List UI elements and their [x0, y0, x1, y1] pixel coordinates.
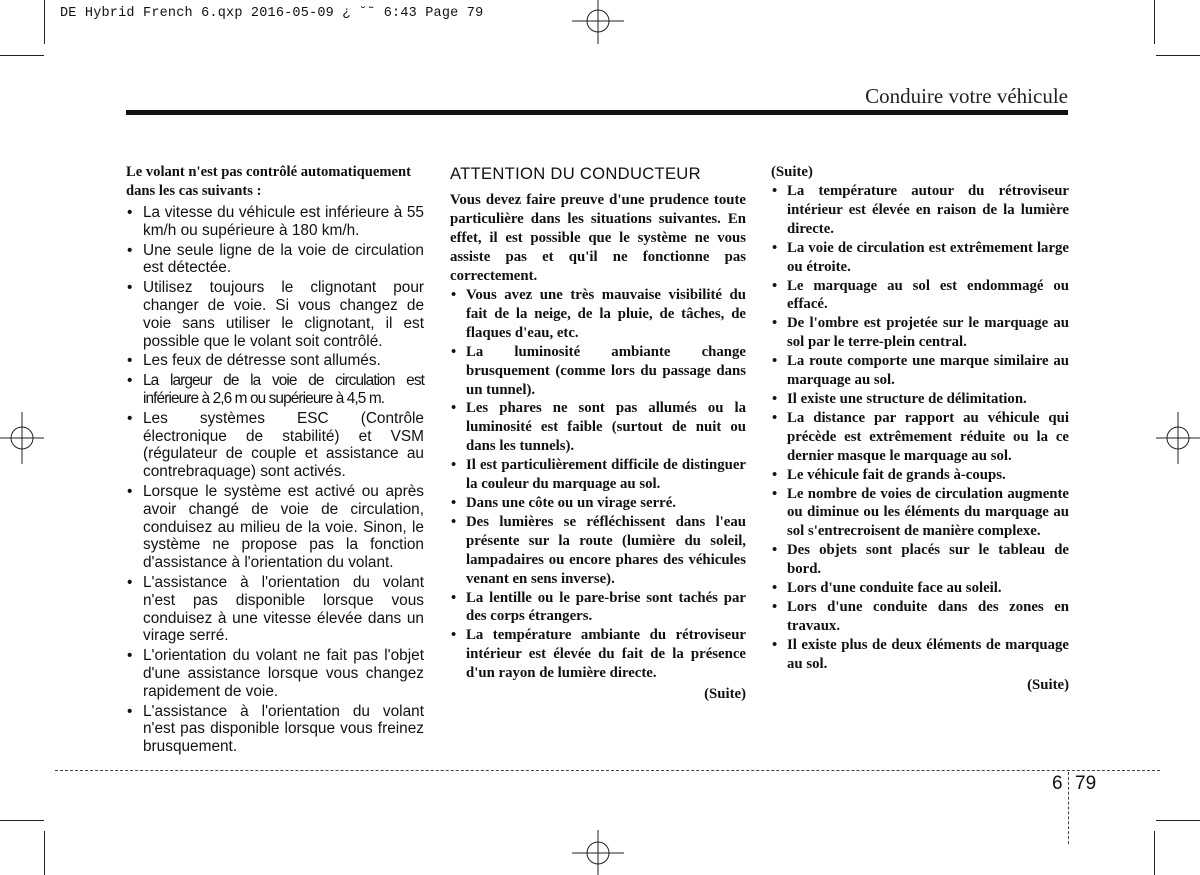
list-item [771, 485, 1069, 542]
list-item-text: La voie de circulation est extrêmement large ou étroite. [787, 239, 1069, 275]
bullet-icon: • [127, 702, 133, 720]
page-number: 79 [1075, 773, 1097, 794]
list-item [126, 204, 424, 240]
col2-intro: Vous devez faire preuve d'une prudence toute particulière dans les situations suivantes. En effet, il est possible que le système ne vous assiste pas et qu'il ne fonctionne pas correctement. [450, 192, 746, 284]
list-item [771, 598, 1069, 636]
bullet-icon: • [772, 390, 778, 407]
bullet-icon: • [772, 580, 778, 597]
bullet-icon: • [451, 627, 457, 644]
footer-rule [55, 770, 1160, 771]
list-item [126, 372, 424, 408]
list-item-text: La vitesse du véhicule est inférieure à 55 km/h ou supérieure à 180 km/h. [143, 204, 424, 239]
list-item-text: Le marquage au sol est endommagé ou effacé. [787, 277, 1069, 313]
bullet-icon: • [772, 466, 778, 483]
list-item-text: Lorsque le système est activé ou après avoir changé de voie de circulation, conduisez au milieu de la voie. Sinon, le système ne propose pas la fonction d'assistance à l'orientation du volant. [143, 482, 424, 572]
list-item-text: Les systèmes ESC (Contrôle électronique de stabilité) et VSM (régulateur de couple et assistance au contrebraquage) sont activés. [143, 409, 424, 481]
bullet-icon: • [772, 598, 778, 615]
list-item [126, 242, 424, 278]
list-item-text: La distance par rapport au véhicule qui précède est extrêmement réduite ou la ce dernier masque le marquage au sol. [787, 409, 1069, 464]
list-item-text: Des lumières se réfléchissent dans l'eau présente sur la route (lumière du soleil, lampadaires ou encore phares des véhicules venant en sens inverse). [466, 513, 746, 587]
list-item-text: La température ambiante du rétroviseur intérieur est élevée du fait de la présence d'un rayon de lumière directe. [466, 627, 746, 682]
list-item-text: L'assistance à l'orientation du volant n'est pas disponible lorsque vous freinez brusquement. [143, 702, 424, 756]
list-item [771, 239, 1069, 277]
list-item-text: L'assistance à l'orientation du volant n'est pas disponible lorsque vous conduisez à une vitesse élevée dans un virage serré. [143, 573, 424, 645]
list-item [126, 703, 424, 756]
list-item-text: Les phares ne sont pas allumés ou la luminosité est faible (surtout de nuit ou dans les tunnels). [466, 400, 746, 455]
list-item-text: La route comporte une marque similaire au marquage au sol. [787, 353, 1069, 389]
list-item [126, 410, 424, 481]
bullet-icon: • [772, 636, 778, 653]
crop-mark [44, 0, 45, 44]
list-item-text: Il est particulièrement difficile de distinguer la couleur du marquage au sol. [466, 457, 746, 493]
continued-label: (Suite) [704, 686, 746, 703]
list-item-text: La luminosité ambiante change brusquement (comme lors du passage dans un tunnel). [466, 343, 746, 398]
registration-mark-icon [572, 830, 624, 875]
bullet-icon: • [127, 409, 133, 427]
list-item-text: La lentille ou le pare-brise sont tachés par des corps étrangers. [466, 589, 746, 625]
bullet-icon: • [127, 573, 133, 591]
bullet-icon: • [127, 279, 133, 297]
list-item [126, 647, 424, 700]
list-item [450, 494, 746, 513]
list-item [450, 456, 746, 494]
bullet-icon: • [451, 457, 457, 474]
attention-heading: ATTENTION DU CONDUCTEUR [450, 164, 701, 183]
list-item [126, 352, 424, 370]
list-item-text: La température autour du rétroviseur intérieur est élevée en raison de la lumière directe. [787, 183, 1069, 237]
col1-intro: Le volant n'est pas contrôlé automatiquement dans les cas suivants : [126, 164, 411, 199]
list-item [126, 279, 424, 350]
list-item [771, 182, 1069, 239]
list-item [450, 589, 746, 627]
list-item [771, 277, 1069, 315]
crop-mark [44, 831, 45, 875]
continued-from-label: (Suite) [771, 164, 813, 180]
list-item-text: La largeur de la voie de circulation est inférieure à 2,6 m ou supérieure à 4,5 m. [143, 372, 424, 407]
bullet-icon: • [127, 482, 133, 500]
registration-mark-icon [1156, 412, 1200, 464]
bullet-icon: • [772, 409, 778, 426]
bullet-icon: • [772, 542, 778, 559]
list-item [126, 483, 424, 572]
crop-mark [0, 820, 44, 821]
list-item [771, 636, 1069, 674]
column-left [126, 163, 424, 758]
bullet-icon: • [772, 353, 778, 370]
list-item [771, 390, 1069, 409]
list-item [450, 343, 746, 400]
header-rule [126, 110, 1068, 115]
chapter-number: 6 [1052, 773, 1063, 794]
bullet-icon: • [772, 485, 778, 502]
bullet-icon: • [772, 183, 778, 199]
list-item-text: Une seule ligne de la voie de circulation est détectée. [143, 241, 424, 277]
bullet-icon: • [451, 343, 457, 360]
crop-mark [0, 55, 44, 56]
bullet-icon: • [127, 647, 133, 665]
bullet-icon: • [451, 287, 457, 303]
list-item [771, 579, 1069, 598]
list-item [771, 541, 1069, 579]
list-item [771, 466, 1069, 485]
bullet-icon: • [451, 494, 457, 511]
crop-mark [1154, 831, 1155, 875]
column-right [771, 163, 1069, 694]
list-item [771, 314, 1069, 352]
col3-list [771, 182, 1069, 674]
list-item [450, 286, 746, 343]
crop-mark [1156, 820, 1200, 821]
bullet-icon: • [772, 277, 778, 294]
list-item-text: Lors d'une conduite face au soleil. [787, 580, 1002, 597]
list-item-text: Lors d'une conduite dans des zones en travaux. [787, 598, 1069, 634]
bullet-icon: • [772, 315, 778, 332]
print-slug: DE Hybrid French 6.qxp 2016-05-09 ¿ ˘˜ 6:43 Page 79 [60, 6, 484, 21]
col2-list [450, 286, 746, 683]
list-item-text: Utilisez toujours le clignotant pour changer de voie. Si vous changez de voie sans utiliser le clignotant, il est possible que le volant soit contrôlé. [143, 279, 424, 350]
bullet-icon: • [127, 352, 133, 370]
list-item-text: Dans une côte ou un virage serré. [466, 494, 677, 511]
continued-label: (Suite) [1027, 676, 1069, 693]
bullet-icon: • [127, 204, 133, 221]
bullet-icon: • [451, 589, 457, 606]
crop-mark [1156, 55, 1200, 56]
list-item-text: Il existe plus de deux éléments de marquage au sol. [787, 636, 1069, 672]
list-item-text: L'orientation du volant ne fait pas l'objet d'une assistance lorsque vous changez rapidement de voie. [143, 647, 424, 700]
bullet-icon: • [451, 513, 457, 530]
registration-mark-icon [0, 412, 44, 464]
list-item [450, 513, 746, 589]
list-item [771, 352, 1069, 390]
list-item-text: Le nombre de voies de circulation augmente ou diminue ou les éléments du marquage au sol s'entrecroisent de manière complexe. [787, 485, 1069, 540]
list-item [450, 626, 746, 683]
column-middle [450, 163, 746, 703]
col1-list [126, 204, 424, 756]
registration-mark-icon [572, 0, 624, 44]
bullet-icon: • [127, 372, 132, 390]
list-item [450, 399, 746, 456]
list-item [771, 409, 1069, 466]
list-item-text: Les feux de détresse sont allumés. [143, 352, 381, 370]
list-item-text: Il existe une structure de délimitation. [787, 390, 1027, 407]
list-item-text: Des objets sont placés sur le tableau de bord. [787, 542, 1069, 578]
list-item-text: Vous avez une très mauvaise visibilité du fait de la neige, de la pluie, de tâches, de flaques d'eau, etc. [466, 287, 746, 341]
bullet-icon: • [772, 239, 778, 256]
section-title: Conduire votre véhicule [865, 84, 1068, 108]
list-item-text: Le véhicule fait de grands à-coups. [787, 466, 1006, 483]
list-item-text: De l'ombre est projetée sur le marquage au sol par le terre-plein central. [787, 315, 1069, 351]
bullet-icon: • [451, 400, 457, 417]
footer-divider [1068, 772, 1069, 844]
bullet-icon: • [127, 241, 133, 259]
crop-mark [1154, 0, 1155, 44]
list-item [126, 574, 424, 645]
